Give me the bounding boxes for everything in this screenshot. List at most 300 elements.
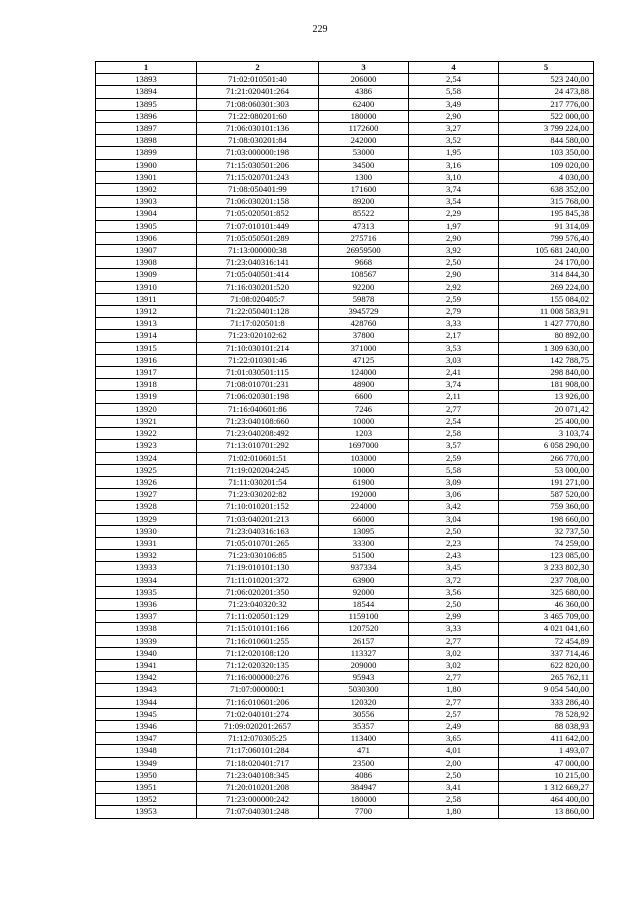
- cadastral-number-cell: 71:12:070305:25: [197, 733, 319, 745]
- table-row: [96, 159, 594, 171]
- area-cell: 242000: [319, 135, 409, 147]
- row-number-cell: 13926: [96, 476, 197, 488]
- rate-cell: 2,58: [409, 794, 499, 806]
- row-number-cell: 13913: [96, 318, 197, 330]
- table-row: [96, 733, 594, 745]
- value-cell: 24 170,00: [499, 257, 594, 269]
- cadastral-number-cell: 71:18:020401:717: [197, 757, 319, 769]
- rate-cell: 3,33: [409, 318, 499, 330]
- row-number-cell: 13919: [96, 391, 197, 403]
- row-number-cell: 13938: [96, 623, 197, 635]
- table-row: [96, 232, 594, 244]
- rate-cell: 3,16: [409, 159, 499, 171]
- column-header-2: 2: [197, 62, 319, 74]
- cadastral-number-cell: 71:16:010601:206: [197, 696, 319, 708]
- table-row: [96, 550, 594, 562]
- cadastral-number-cell: 71:07:040301:248: [197, 806, 319, 818]
- cadastral-number-cell: 71:15:020701:243: [197, 171, 319, 183]
- value-cell: 78 528,92: [499, 708, 594, 720]
- value-cell: 298 840,00: [499, 367, 594, 379]
- cadastral-number-cell: 71:19:010101:130: [197, 562, 319, 574]
- row-number-cell: 13940: [96, 647, 197, 659]
- table-row: [96, 598, 594, 610]
- rate-cell: 1,95: [409, 147, 499, 159]
- cadastral-number-cell: 71:07:010101:449: [197, 220, 319, 232]
- value-cell: 25 400,00: [499, 415, 594, 427]
- value-cell: 1 309 630,00: [499, 342, 594, 354]
- value-cell: 13 926,00: [499, 391, 594, 403]
- table-row: [96, 635, 594, 647]
- value-cell: 3 103,74: [499, 428, 594, 440]
- table-row: [96, 513, 594, 525]
- table-row: [96, 269, 594, 281]
- column-header-1: 1: [96, 62, 197, 74]
- row-number-cell: 13934: [96, 574, 197, 586]
- area-cell: 37800: [319, 330, 409, 342]
- area-cell: 66000: [319, 513, 409, 525]
- area-cell: 9668: [319, 257, 409, 269]
- table-row: [96, 220, 594, 232]
- area-cell: 13095: [319, 525, 409, 537]
- row-number-cell: 13906: [96, 232, 197, 244]
- table-row: [96, 647, 594, 659]
- rate-cell: 2,58: [409, 428, 499, 440]
- rate-cell: 3,49: [409, 98, 499, 110]
- cadastral-number-cell: 71:23:030202:82: [197, 489, 319, 501]
- row-number-cell: 13931: [96, 537, 197, 549]
- cadastral-number-cell: 71:16:010601:255: [197, 635, 319, 647]
- row-number-cell: 13909: [96, 269, 197, 281]
- table-row: [96, 184, 594, 196]
- area-cell: 1172600: [319, 123, 409, 135]
- rate-cell: 2,43: [409, 550, 499, 562]
- area-cell: 371000: [319, 342, 409, 354]
- row-number-cell: 13947: [96, 733, 197, 745]
- row-number-cell: 13901: [96, 171, 197, 183]
- row-number-cell: 13939: [96, 635, 197, 647]
- table-row: [96, 696, 594, 708]
- row-number-cell: 13918: [96, 379, 197, 391]
- value-cell: 103 350,00: [499, 147, 594, 159]
- table-row: [96, 208, 594, 220]
- area-cell: 33300: [319, 537, 409, 549]
- rate-cell: 3,02: [409, 647, 499, 659]
- area-cell: 62400: [319, 98, 409, 110]
- area-cell: 23500: [319, 757, 409, 769]
- rate-cell: 2,90: [409, 232, 499, 244]
- rate-cell: 3,54: [409, 196, 499, 208]
- table-row: [96, 745, 594, 757]
- value-cell: 155 084,02: [499, 293, 594, 305]
- rate-cell: 2,79: [409, 306, 499, 318]
- area-cell: 206000: [319, 74, 409, 86]
- value-cell: 105 681 240,00: [499, 245, 594, 257]
- area-cell: 124000: [319, 367, 409, 379]
- rate-cell: 4,01: [409, 745, 499, 757]
- area-cell: 51500: [319, 550, 409, 562]
- row-number-cell: 13916: [96, 354, 197, 366]
- area-cell: 1203: [319, 428, 409, 440]
- area-cell: 113400: [319, 733, 409, 745]
- value-cell: 11 008 583,91: [499, 306, 594, 318]
- row-number-cell: 13953: [96, 806, 197, 818]
- row-number-cell: 13899: [96, 147, 197, 159]
- cadastral-number-cell: 71:13:000000:38: [197, 245, 319, 257]
- cadastral-number-cell: 71:23:040316:141: [197, 257, 319, 269]
- row-number-cell: 13946: [96, 720, 197, 732]
- table-row: [96, 147, 594, 159]
- cadastral-number-cell: 71:22:080201:60: [197, 110, 319, 122]
- row-number-cell: 13952: [96, 794, 197, 806]
- value-cell: 181 908,00: [499, 379, 594, 391]
- row-number-cell: 13897: [96, 123, 197, 135]
- row-number-cell: 13900: [96, 159, 197, 171]
- rate-cell: 1,80: [409, 684, 499, 696]
- area-cell: 10000: [319, 415, 409, 427]
- rate-cell: 3,03: [409, 354, 499, 366]
- table-row: [96, 464, 594, 476]
- table-row: [96, 171, 594, 183]
- row-number-cell: 13922: [96, 428, 197, 440]
- row-number-cell: 13908: [96, 257, 197, 269]
- table-row: [96, 684, 594, 696]
- cadastral-number-cell: 71:01:030501:115: [197, 367, 319, 379]
- value-cell: 237 708,00: [499, 574, 594, 586]
- value-cell: 315 768,00: [499, 196, 594, 208]
- row-number-cell: 13933: [96, 562, 197, 574]
- row-number-cell: 13893: [96, 74, 197, 86]
- area-cell: 30556: [319, 708, 409, 720]
- table-row: [96, 367, 594, 379]
- row-number-cell: 13930: [96, 525, 197, 537]
- area-cell: 47313: [319, 220, 409, 232]
- rate-cell: 2,57: [409, 708, 499, 720]
- cadastral-number-cell: 71:22:050401:128: [197, 306, 319, 318]
- row-number-cell: 13929: [96, 513, 197, 525]
- row-number-cell: 13896: [96, 110, 197, 122]
- table-row: [96, 196, 594, 208]
- value-cell: 32 737,50: [499, 525, 594, 537]
- rate-cell: 2,54: [409, 415, 499, 427]
- value-cell: 269 224,00: [499, 281, 594, 293]
- row-number-cell: 13944: [96, 696, 197, 708]
- table-row: [96, 806, 594, 818]
- area-cell: 4386: [319, 86, 409, 98]
- cadastral-number-cell: 71:23:040208:492: [197, 428, 319, 440]
- area-cell: 47125: [319, 354, 409, 366]
- row-number-cell: 13921: [96, 415, 197, 427]
- value-cell: 265 762,11: [499, 672, 594, 684]
- area-cell: 224000: [319, 501, 409, 513]
- row-number-cell: 13911: [96, 293, 197, 305]
- header-row: [96, 62, 594, 74]
- table-row: [96, 74, 594, 86]
- area-cell: 35357: [319, 720, 409, 732]
- area-cell: 53000: [319, 147, 409, 159]
- table-row: [96, 110, 594, 122]
- rate-cell: 2,90: [409, 110, 499, 122]
- cadastral-value-table: [95, 61, 594, 819]
- row-number-cell: 13932: [96, 550, 197, 562]
- rate-cell: 3,72: [409, 574, 499, 586]
- cadastral-number-cell: 71:22:010301:46: [197, 354, 319, 366]
- area-cell: 3945729: [319, 306, 409, 318]
- area-cell: 209000: [319, 659, 409, 671]
- cadastral-number-cell: 71:03:000000:198: [197, 147, 319, 159]
- area-cell: 108567: [319, 269, 409, 281]
- row-number-cell: 13905: [96, 220, 197, 232]
- row-number-cell: 13917: [96, 367, 197, 379]
- rate-cell: 2,59: [409, 293, 499, 305]
- cadastral-number-cell: 71:10:010201:152: [197, 501, 319, 513]
- rate-cell: 3,02: [409, 659, 499, 671]
- rate-cell: 3,53: [409, 342, 499, 354]
- table-row: [96, 98, 594, 110]
- rate-cell: 3,74: [409, 184, 499, 196]
- rate-cell: 2,54: [409, 74, 499, 86]
- value-cell: 266 770,00: [499, 452, 594, 464]
- table-row: [96, 574, 594, 586]
- cadastral-number-cell: 71:08:010701:231: [197, 379, 319, 391]
- area-cell: 26157: [319, 635, 409, 647]
- value-cell: 844 580,00: [499, 135, 594, 147]
- column-header-4: 4: [409, 62, 499, 74]
- cadastral-number-cell: 71:09:020201:2657: [197, 720, 319, 732]
- value-cell: 638 352,00: [499, 184, 594, 196]
- value-cell: 191 271,00: [499, 476, 594, 488]
- value-cell: 46 360,00: [499, 598, 594, 610]
- table-row: [96, 440, 594, 452]
- table-row: [96, 611, 594, 623]
- table-row: [96, 281, 594, 293]
- row-number-cell: 13898: [96, 135, 197, 147]
- value-cell: 1 493,07: [499, 745, 594, 757]
- cadastral-number-cell: 71:05:010701:265: [197, 537, 319, 549]
- rate-cell: 3,56: [409, 586, 499, 598]
- area-cell: 1300: [319, 171, 409, 183]
- cadastral-number-cell: 71:08:050401:99: [197, 184, 319, 196]
- cadastral-number-cell: 71:15:030501:206: [197, 159, 319, 171]
- table-row: [96, 257, 594, 269]
- rate-cell: 5,58: [409, 464, 499, 476]
- rate-cell: 2,29: [409, 208, 499, 220]
- rate-cell: 2,50: [409, 769, 499, 781]
- table-row: [96, 330, 594, 342]
- rate-cell: 3,92: [409, 245, 499, 257]
- area-cell: 937334: [319, 562, 409, 574]
- row-number-cell: 13924: [96, 452, 197, 464]
- row-number-cell: 13936: [96, 598, 197, 610]
- area-cell: 26959500: [319, 245, 409, 257]
- value-cell: 88 038,93: [499, 720, 594, 732]
- cadastral-number-cell: 71:23:040108:345: [197, 769, 319, 781]
- cadastral-number-cell: 71:06:030101:136: [197, 123, 319, 135]
- value-cell: 411 642,00: [499, 733, 594, 745]
- cadastral-number-cell: 71:16:040601:86: [197, 403, 319, 415]
- area-cell: 59878: [319, 293, 409, 305]
- value-cell: 522 000,00: [499, 110, 594, 122]
- table-row: [96, 318, 594, 330]
- rate-cell: 3,42: [409, 501, 499, 513]
- value-cell: 109 020,00: [499, 159, 594, 171]
- rate-cell: 2,77: [409, 696, 499, 708]
- rate-cell: 2,92: [409, 281, 499, 293]
- value-cell: 195 845,38: [499, 208, 594, 220]
- row-number-cell: 13920: [96, 403, 197, 415]
- row-number-cell: 13928: [96, 501, 197, 513]
- value-cell: 523 240,00: [499, 74, 594, 86]
- cadastral-number-cell: 71:02:040101:274: [197, 708, 319, 720]
- rate-cell: 3,06: [409, 489, 499, 501]
- value-cell: 13 860,00: [499, 806, 594, 818]
- row-number-cell: 13950: [96, 769, 197, 781]
- cadastral-number-cell: 71:08:030201:84: [197, 135, 319, 147]
- value-cell: 217 776,00: [499, 98, 594, 110]
- cadastral-number-cell: 71:17:060101:284: [197, 745, 319, 757]
- rate-cell: 3,09: [409, 476, 499, 488]
- area-cell: 471: [319, 745, 409, 757]
- row-number-cell: 13902: [96, 184, 197, 196]
- row-number-cell: 13904: [96, 208, 197, 220]
- table-row: [96, 757, 594, 769]
- value-cell: 123 085,00: [499, 550, 594, 562]
- table-row: [96, 391, 594, 403]
- value-cell: 1 312 669,27: [499, 781, 594, 793]
- page-number: 229: [312, 24, 328, 35]
- row-number-cell: 13915: [96, 342, 197, 354]
- column-header-5: 5: [499, 62, 594, 74]
- value-cell: 4 030,00: [499, 171, 594, 183]
- cadastral-number-cell: 71:23:000000:242: [197, 794, 319, 806]
- table-row: [96, 489, 594, 501]
- rate-cell: 1,97: [409, 220, 499, 232]
- row-number-cell: 13903: [96, 196, 197, 208]
- cadastral-number-cell: 71:16:000000:276: [197, 672, 319, 684]
- table-row: [96, 623, 594, 635]
- cadastral-number-cell: 71:10:030101:214: [197, 342, 319, 354]
- rate-cell: 5,58: [409, 86, 499, 98]
- value-cell: 314 844,30: [499, 269, 594, 281]
- row-number-cell: 13907: [96, 245, 197, 257]
- row-number-cell: 13942: [96, 672, 197, 684]
- value-cell: 24 473,88: [499, 86, 594, 98]
- row-number-cell: 13927: [96, 489, 197, 501]
- table-row: [96, 501, 594, 513]
- cadastral-number-cell: 71:11:030201:54: [197, 476, 319, 488]
- rate-cell: 2,90: [409, 269, 499, 281]
- value-cell: 80 892,00: [499, 330, 594, 342]
- value-cell: 333 286,40: [499, 696, 594, 708]
- rate-cell: 3,52: [409, 135, 499, 147]
- table-row: [96, 562, 594, 574]
- cadastral-number-cell: 71:02:010501:40: [197, 74, 319, 86]
- rate-cell: 2,50: [409, 257, 499, 269]
- rate-cell: 3,04: [409, 513, 499, 525]
- value-cell: 759 360,00: [499, 501, 594, 513]
- area-cell: 428760: [319, 318, 409, 330]
- area-cell: 1697000: [319, 440, 409, 452]
- cadastral-number-cell: 71:23:020102:62: [197, 330, 319, 342]
- value-cell: 337 714,46: [499, 647, 594, 659]
- rate-cell: 3,65: [409, 733, 499, 745]
- rate-cell: 2,00: [409, 757, 499, 769]
- rate-cell: 2,49: [409, 720, 499, 732]
- table-row: [96, 379, 594, 391]
- table-row: [96, 135, 594, 147]
- rate-cell: 3,10: [409, 171, 499, 183]
- table-row: [96, 123, 594, 135]
- table-row: [96, 720, 594, 732]
- table-row: [96, 415, 594, 427]
- rate-cell: 2,41: [409, 367, 499, 379]
- row-number-cell: 13949: [96, 757, 197, 769]
- area-cell: 275716: [319, 232, 409, 244]
- cadastral-number-cell: 71:07:000000:1: [197, 684, 319, 696]
- value-cell: 3 465 709,00: [499, 611, 594, 623]
- table-row: [96, 586, 594, 598]
- rate-cell: 2,77: [409, 635, 499, 647]
- table-row: [96, 525, 594, 537]
- cadastral-number-cell: 71:06:020201:350: [197, 586, 319, 598]
- value-cell: 1 427 770,80: [499, 318, 594, 330]
- cadastral-number-cell: 71:03:040201:213: [197, 513, 319, 525]
- rate-cell: 2,59: [409, 452, 499, 464]
- area-cell: 85522: [319, 208, 409, 220]
- rate-cell: 3,27: [409, 123, 499, 135]
- value-cell: 587 520,00: [499, 489, 594, 501]
- cadastral-number-cell: 71:23:040316:163: [197, 525, 319, 537]
- table-row: [96, 476, 594, 488]
- table-header: [96, 62, 594, 74]
- area-cell: 180000: [319, 110, 409, 122]
- row-number-cell: 13937: [96, 611, 197, 623]
- rate-cell: 2,23: [409, 537, 499, 549]
- table-row: [96, 428, 594, 440]
- row-number-cell: 13914: [96, 330, 197, 342]
- value-cell: 6 058 290,00: [499, 440, 594, 452]
- column-header-3: 3: [319, 62, 409, 74]
- table-row: [96, 245, 594, 257]
- table-row: [96, 769, 594, 781]
- cadastral-number-cell: 71:16:030201:520: [197, 281, 319, 293]
- cadastral-number-cell: 71:05:040501:414: [197, 269, 319, 281]
- value-cell: 74 259,00: [499, 537, 594, 549]
- area-cell: 6600: [319, 391, 409, 403]
- row-number-cell: 13910: [96, 281, 197, 293]
- row-number-cell: 13895: [96, 98, 197, 110]
- area-cell: 171600: [319, 184, 409, 196]
- table-row: [96, 672, 594, 684]
- area-cell: 103000: [319, 452, 409, 464]
- cadastral-number-cell: 71:05:020501:852: [197, 208, 319, 220]
- value-cell: 53 000,00: [499, 464, 594, 476]
- rate-cell: 2,99: [409, 611, 499, 623]
- cadastral-number-cell: 71:08:060301:303: [197, 98, 319, 110]
- rate-cell: 3,33: [409, 623, 499, 635]
- area-cell: 7700: [319, 806, 409, 818]
- value-cell: 799 576,40: [499, 232, 594, 244]
- area-cell: 1159100: [319, 611, 409, 623]
- cadastral-number-cell: 71:12:020320:135: [197, 659, 319, 671]
- area-cell: 10000: [319, 464, 409, 476]
- area-cell: 1207520: [319, 623, 409, 635]
- area-cell: 89200: [319, 196, 409, 208]
- value-cell: 3 799 224,00: [499, 123, 594, 135]
- area-cell: 61900: [319, 476, 409, 488]
- cadastral-number-cell: 71:06:030201:158: [197, 196, 319, 208]
- value-cell: 9 054 540,00: [499, 684, 594, 696]
- rate-cell: 1,80: [409, 806, 499, 818]
